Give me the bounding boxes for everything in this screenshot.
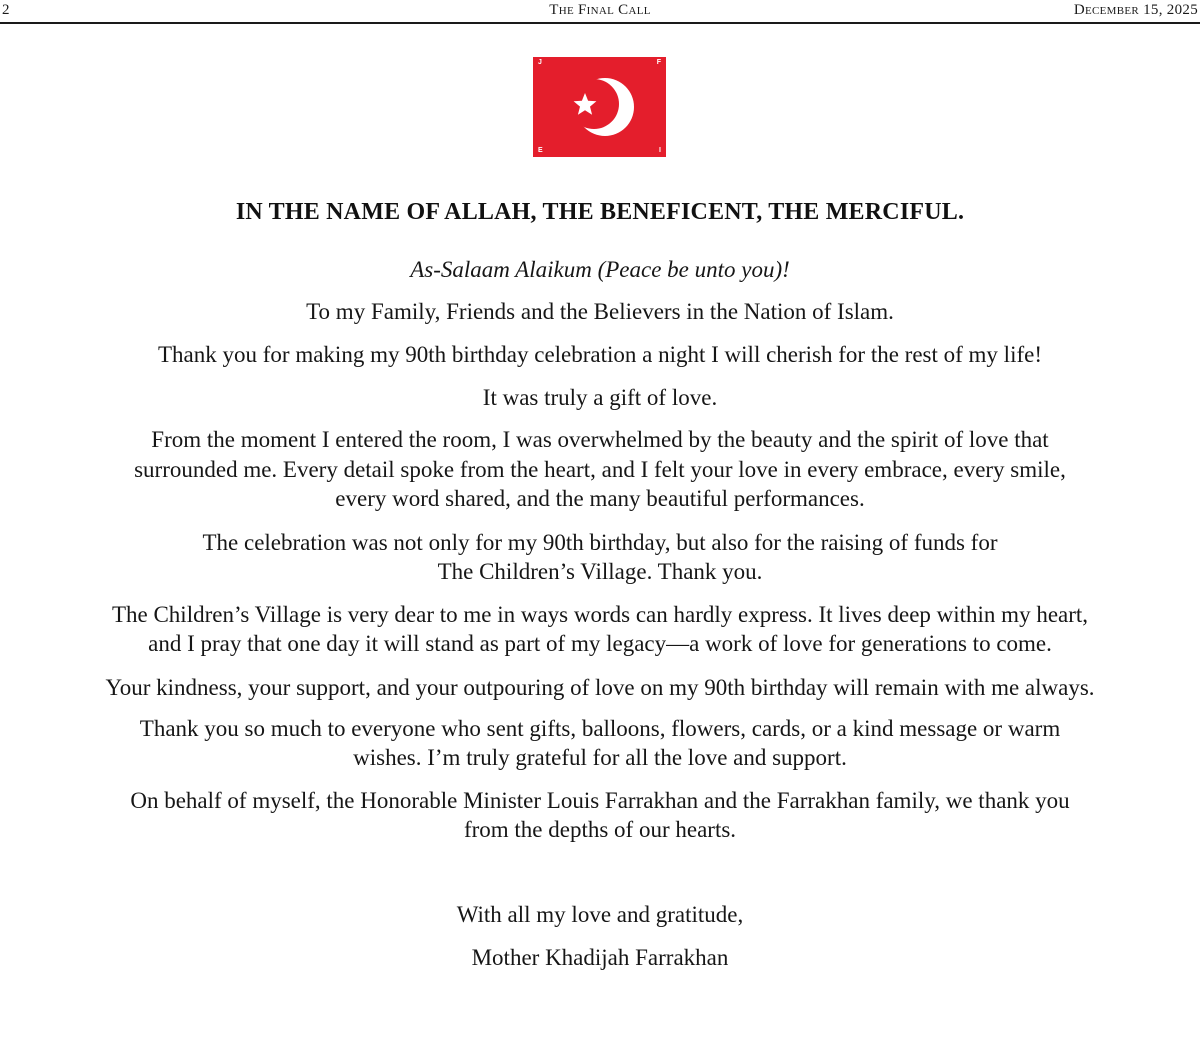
flag-letter-e: E xyxy=(538,147,543,154)
body-line: every word shared, and the many beautiful performances. xyxy=(335,486,865,511)
headline: IN THE NAME OF ALLAH, THE BENEFICENT, THE MERCIFUL. xyxy=(235,199,965,225)
body-line: wishes. I’m truly grateful for all the love and support. xyxy=(353,745,847,770)
body-line: from the depths of our hearts. xyxy=(463,817,737,842)
body-line: and I pray that one day it will stand as part of my legacy—a work of love for generations to come. xyxy=(148,631,1052,656)
flag-letter-j: J xyxy=(538,59,542,66)
body-line: The Children’s Village is very dear to me in ways words can hardly express. It lives deep within my heart, xyxy=(111,602,1089,627)
issue-date: December 15, 2025 xyxy=(1073,2,1198,18)
body-line: It was truly a gift of love. xyxy=(482,385,718,410)
body-line: On behalf of myself, the Honorable Minister Louis Farrakhan and the Farrakhan family, we thank you xyxy=(130,788,1070,813)
body-line: The Children’s Village. Thank you. xyxy=(437,559,763,584)
body-line: Thank you so much to everyone who sent gifts, balloons, flowers, cards, or a kind message or warm xyxy=(139,716,1061,741)
closing-line: With all my love and gratitude, xyxy=(456,902,744,927)
publication-name: The Final Call xyxy=(549,2,651,18)
page-header xyxy=(0,0,1200,24)
page-number: 2 xyxy=(2,2,10,18)
flag-letter-f: F xyxy=(656,59,661,66)
signature: Mother Khadijah Farrakhan xyxy=(471,945,729,970)
crescent-star-icon xyxy=(533,57,666,157)
flag-letter-i: I xyxy=(659,147,661,154)
body-line: Your kindness, your support, and your outpouring of love on my 90th birthday will remain with me always. xyxy=(105,675,1095,700)
body-line: From the moment I entered the room, I was overwhelmed by the beauty and the spirit of love that xyxy=(151,427,1049,452)
greeting-line: As-Salaam Alaikum (Peace be unto you)! xyxy=(410,257,790,282)
body-line: Thank you for making my 90th birthday celebration a night I will cherish for the rest of my life! xyxy=(158,342,1042,367)
body-line: surrounded me. Every detail spoke from the heart, and I felt your love in every embrace, every smile, xyxy=(134,457,1066,482)
body-line: The celebration was not only for my 90th birthday, but also for the raising of funds for xyxy=(202,530,998,555)
nation-of-islam-flag xyxy=(533,57,666,157)
salutation-line: To my Family, Friends and the Believers in the Nation of Islam. xyxy=(306,299,894,324)
